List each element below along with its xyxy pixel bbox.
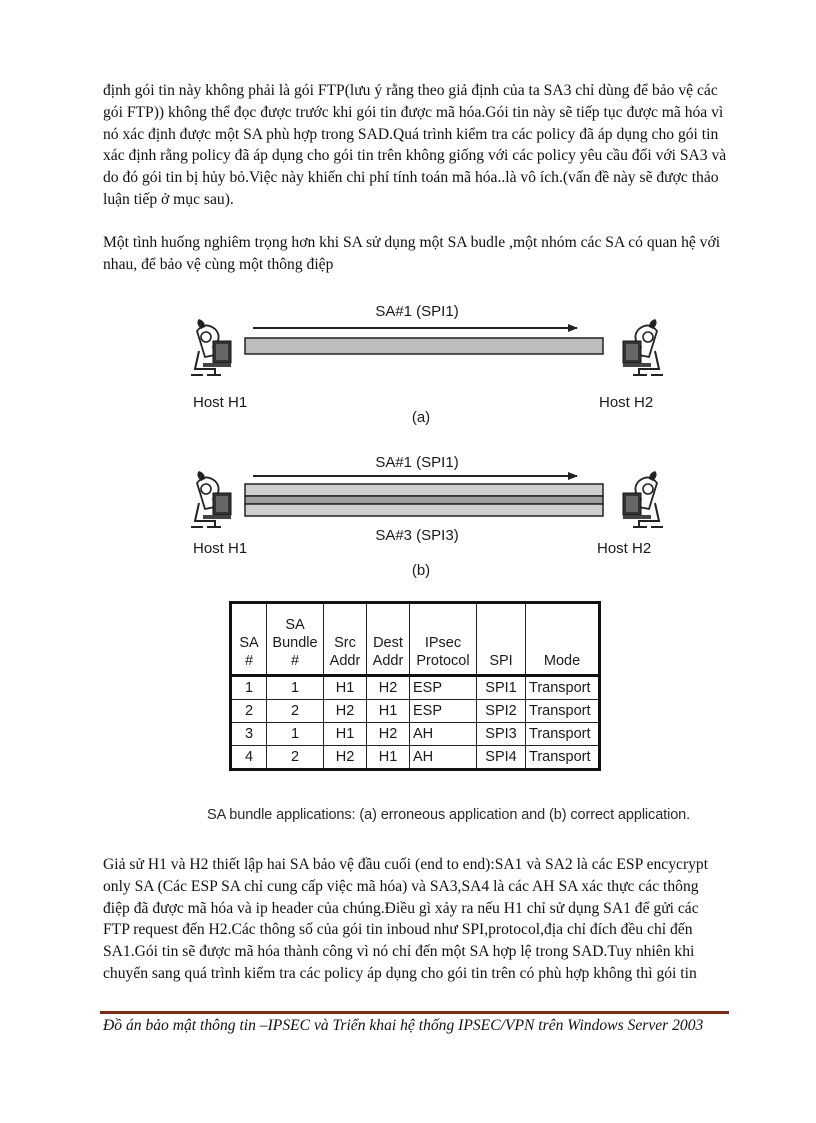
cell-src: H2: [324, 746, 367, 770]
cell-dest: H1: [367, 746, 410, 770]
host-h2-label-b: Host H2: [597, 540, 652, 557]
host-h1-label-b: Host H1: [193, 540, 248, 557]
table-row: [231, 700, 600, 723]
paragraph-example: Giả sử H1 và H2 thiết lập hai SA bảo vệ đầu cuối (end to end):SA1 và SA2 là các ESP encycrypt only SA (Các ESP SA chỉ cung cấp việc mã hóa) và SA3,SA4 là các AH SA xác thực các thông điệp đã được mã hóa và ip header của chúng.Điều gì xảy ra nếu H1 chỉ sử dụng SA1 để gửi các FTP request đến H2.Các thông số của gói tin inboud như SPI,protocol,địa chỉ đích đều chỉ đến SA1.Gói tin sẽ được mã hóa thành công vì nó chỉ đến một SA hợp lệ trong SAD.Tuy nhiên khi chuyển sang quá trình kiểm tra các policy áp dụng cho gói tin trên có phù hợp không thì gói tin: [103, 856, 709, 982]
table-row: [231, 676, 600, 700]
cell-src: H1: [324, 723, 367, 746]
header-protocol: IPsec Protocol: [410, 603, 477, 676]
table-row: [231, 723, 600, 746]
sa1-label-b: SA#1 (SPI1): [375, 454, 459, 471]
cell-dest: H2: [367, 676, 410, 700]
cell-spi: SPI1: [477, 676, 526, 700]
host-h1-label-a: Host H1: [193, 394, 248, 411]
host-h2-icon: [623, 319, 663, 375]
host-h1-icon: [191, 319, 231, 375]
footer-rule: [100, 1011, 729, 1014]
cell-dest: H1: [367, 700, 410, 723]
cell-spi: SPI4: [477, 746, 526, 770]
cell-sa: 2: [231, 700, 267, 723]
sa-tunnel-b-lower: [245, 504, 603, 516]
cell-spi: SPI2: [477, 700, 526, 723]
cell-sa: 4: [231, 746, 267, 770]
host-h1-icon: [191, 471, 231, 527]
cell-mode: Transport: [526, 746, 600, 770]
figure-caption: SA bundle applications: (a) erroneous application and (b) correct application.: [207, 807, 691, 823]
sa1-label-a: SA#1 (SPI1): [375, 303, 459, 320]
page-footer: Đồ án bảo mật thông tin –IPSEC và Triển khai hệ thống IPSEC/VPN trên Windows Server 2003: [103, 1017, 704, 1034]
cell-bundle: 2: [267, 700, 324, 723]
diagram-b: [191, 454, 663, 579]
table-row: [231, 746, 600, 770]
cell-bundle: 2: [267, 746, 324, 770]
cell-protocol: AH: [410, 746, 477, 770]
cell-mode: Transport: [526, 700, 600, 723]
sa-tunnel-b-inner: [245, 496, 603, 504]
cell-protocol: ESP: [410, 700, 477, 723]
cell-sa: 3: [231, 723, 267, 746]
sa-tunnel-b-outer: [245, 484, 603, 496]
sublabel-b: (b): [411, 562, 431, 579]
cell-protocol: AH: [410, 723, 477, 746]
diagram-a: [191, 303, 663, 426]
cell-bundle: 1: [267, 676, 324, 700]
table-header-row: [231, 603, 600, 676]
header-bundle: SA Bundle #: [267, 603, 324, 676]
cell-mode: Transport: [526, 676, 600, 700]
host-h2-icon: [623, 471, 663, 527]
header-dest: Dest Addr: [367, 603, 410, 676]
cell-src: H2: [324, 700, 367, 723]
cell-spi: SPI3: [477, 723, 526, 746]
sa-tunnel-a: [245, 338, 603, 354]
header-sa: SA #: [231, 603, 267, 676]
cell-src: H1: [324, 676, 367, 700]
header-src: Src Addr: [324, 603, 367, 676]
host-h2-label-a: Host H2: [599, 394, 654, 411]
paragraph-sa-bundle: Một tình huống nghiêm trọng hơn khi SA sử dụng một SA budle ,một nhóm các SA có quan hệ với nhau, để bảo vệ cùng một thông điệp: [103, 234, 721, 273]
cell-protocol: ESP: [410, 676, 477, 700]
cell-mode: Transport: [526, 723, 600, 746]
sa-table: [229, 601, 601, 771]
cell-sa: 1: [231, 676, 267, 700]
paragraph-intro: định gói tin này không phải là gói FTP(lưu ý rằng theo giả định của ta SA3 chỉ dùng để bảo vệ các gói FTP)) không thể đọc được trước khi gói tin được mã hóa.Gói tin này sẽ tiếp tục được mã hóa vì nó xác định được một SA phù hợp trong SAD.Quá trình kiểm tra các policy đã áp dụng cho gói tin xác định rằng policy đã áp dụng cho gói tin trên không giống với các policy yêu cầu đối với SA3 và do đó gói tin bị hủy bỏ.Việc này khiến chi phí tính toán mã hóa..là vô ích.(vấn đề này sẽ được thảo luận tiếp ở mục sau).: [103, 82, 727, 208]
header-spi: SPI: [477, 603, 526, 676]
sa3-label-b: SA#3 (SPI3): [375, 527, 459, 544]
sublabel-a: (a): [411, 409, 431, 426]
cell-bundle: 1: [267, 723, 324, 746]
cell-dest: H2: [367, 723, 410, 746]
header-mode: Mode: [526, 603, 600, 676]
